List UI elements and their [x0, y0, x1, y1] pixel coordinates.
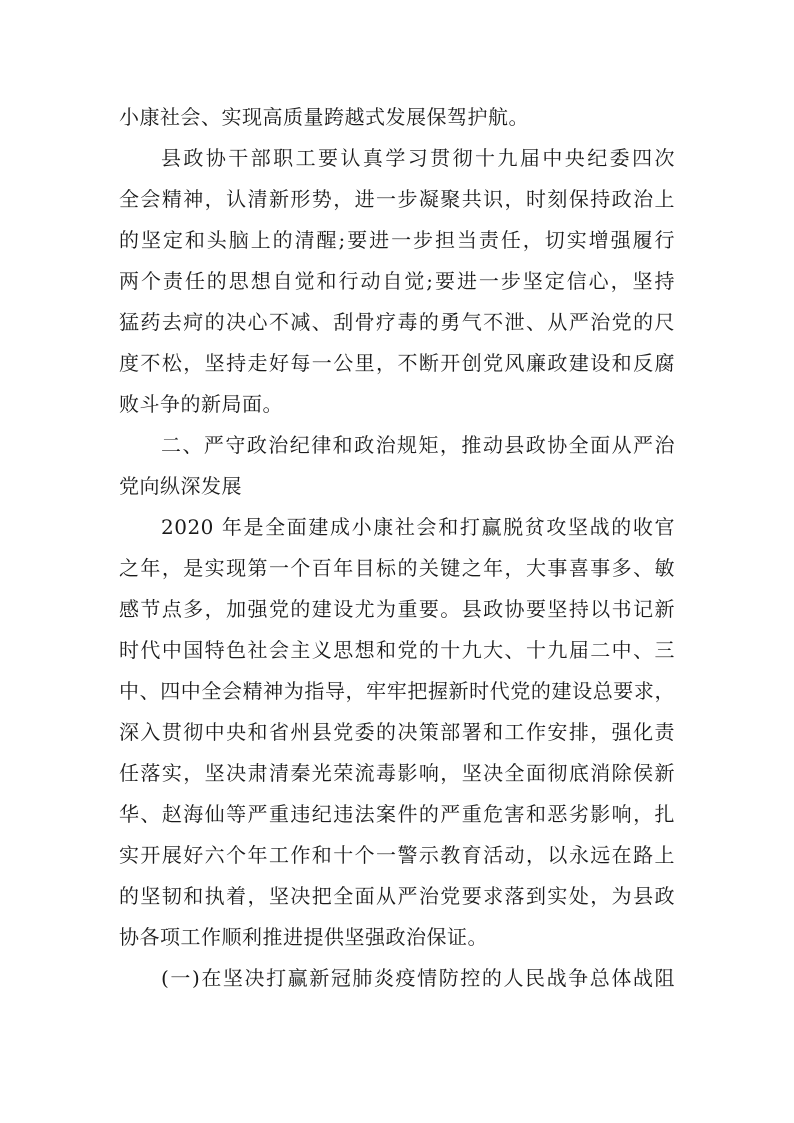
- paragraph-line: 中、四中全会精神为指导，牢牢把握新时代党的建设总要求，: [119, 679, 675, 703]
- paragraph-line: 猛药去疴的决心不减、刮骨疗毒的勇气不泄、从严治党的尺: [119, 310, 675, 334]
- paragraph-line: 的坚定和头脑上的清醒;要进一步担当责任，切实增强履行: [119, 228, 675, 252]
- paragraph-line: 实开展好六个年工作和十个一警示教育活动，以永远在路上: [119, 843, 675, 867]
- paragraph-line: 度不松，坚持走好每一公里，不断开创党风廉政建设和反腐: [119, 351, 675, 375]
- subsection-heading-line: (一)在坚决打赢新冠肺炎疫情防控的人民战争总体战阻: [161, 966, 675, 990]
- paragraph-line: 时代中国特色社会主义思想和党的十九大、十九届二中、三: [119, 638, 675, 662]
- paragraph-line: 两个责任的思想自觉和行动自觉;要进一步坚定信心，坚持: [119, 269, 675, 293]
- section-heading-line: 二、严守政治纪律和政治规矩，推动县政协全面从严治: [161, 433, 675, 457]
- paragraph-line: 县政协干部职工要认真学习贯彻十九届中央纪委四次: [161, 146, 675, 170]
- paragraph-line: 深入贯彻中央和省州县党委的决策部署和工作安排，强化责: [119, 720, 675, 744]
- paragraph-line: 全会精神，认清新形势，进一步凝聚共识，时刻保持政治上: [119, 187, 675, 211]
- paragraph-line: 小康社会、实现高质量跨越式发展保驾护航。: [119, 105, 529, 129]
- paragraph-line: 华、赵海仙等严重违纪违法案件的严重危害和恶劣影响，扎: [119, 802, 675, 826]
- paragraph-line: 任落实，坚决肃清秦光荣流毒影响，坚决全面彻底消除侯新: [119, 761, 675, 785]
- paragraph-line: 感节点多，加强党的建设尤为重要。县政协要坚持以书记新: [119, 597, 675, 621]
- paragraph-line: 2020 年是全面建成小康社会和打赢脱贫攻坚战的收官: [161, 515, 675, 539]
- paragraph-line: 之年，是实现第一个百年目标的关键之年，大事喜事多、敏: [119, 556, 675, 580]
- paragraph-line: 败斗争的新局面。: [119, 392, 283, 416]
- paragraph-line: 的坚韧和执着，坚决把全面从严治党要求落到实处，为县政: [119, 884, 675, 908]
- section-heading-line: 党向纵深发展: [119, 474, 242, 498]
- paragraph-line: 协各项工作顺利推进提供坚强政治保证。: [119, 925, 488, 949]
